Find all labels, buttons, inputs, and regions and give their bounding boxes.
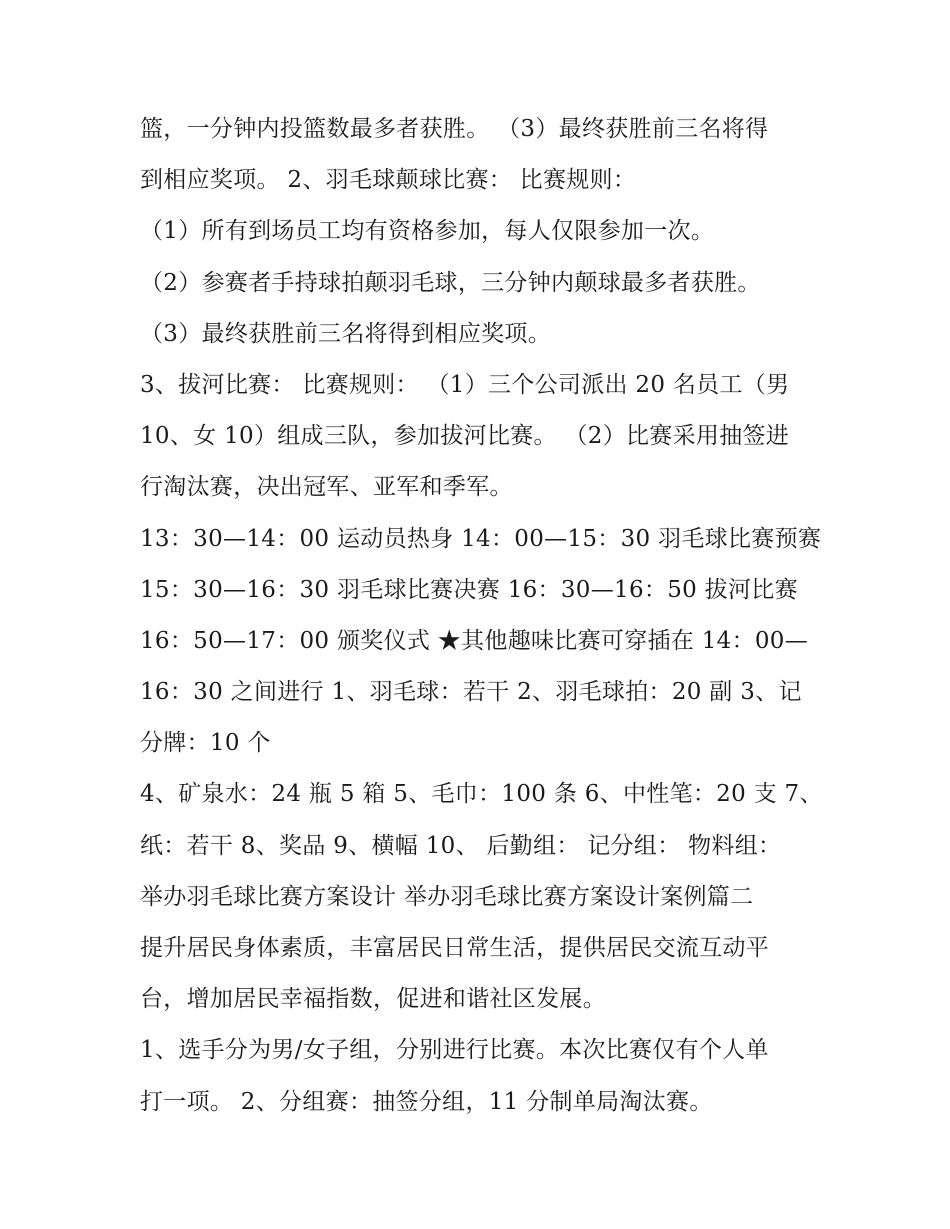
text-line: 到相应奖项。 2、羽毛球颠球比赛： 比赛规则： xyxy=(140,167,637,194)
text-line: 16：50—17：00 颁奖仪式 ★其他趣味比赛可穿插在 14：00— xyxy=(140,627,809,654)
text-line: 打一项。 2、分组赛：抽签分组，11 分制单局淘汰赛。 xyxy=(140,1088,713,1115)
text-line: （1）所有到场员工均有资格参加，每人仅限参加一次。 xyxy=(140,218,715,245)
text-line: 3、拔河比赛： 比赛规则： （1）三个公司派出 20 名员工（男 xyxy=(140,371,790,398)
text-line: （3）最终获胜前三名将得到相应奖项。 xyxy=(140,320,552,347)
text-line: 1、选手分为男/女子组，分别进行比赛。本次比赛仅有个人单 xyxy=(140,1037,769,1064)
text-line: 行淘汰赛，决出冠军、亚军和季军。 xyxy=(140,474,513,501)
text-line: 举办羽毛球比赛方案设计 举办羽毛球比赛方案设计案例篇二 xyxy=(140,883,754,910)
document-body xyxy=(140,104,823,1128)
text-line: 10、女 10）组成三队，参加拔河比赛。 （2）比赛采用抽签进 xyxy=(140,423,790,450)
text-line: 4、矿泉水：24 瓶 5 箱 5、毛巾：100 条 6、中性笔：20 支 7、 xyxy=(140,781,823,808)
text-line: 纸：若干 8、奖品 9、横幅 10、 后勤组： 记分组： 物料组： xyxy=(140,832,782,859)
text-line: 篮，一分钟内投篮数最多者获胜。 （3）最终获胜前三名将得 xyxy=(140,116,769,142)
text-line: 15：30—16：30 羽毛球比赛决赛 16：30—16：50 拔河比赛 xyxy=(140,576,798,603)
text-line: （2）参赛者手持球拍颠羽毛球，三分钟内颠球最多者获胜。 xyxy=(140,269,761,296)
text-line: 13：30—14：00 运动员热身 14：00—15：30 羽毛球比赛预赛 xyxy=(140,525,822,552)
text-line: 16：30 之间进行 1、羽毛球：若干 2、羽毛球拍：20 副 3、记 xyxy=(140,679,802,706)
text-line: 台，增加居民幸福指数，促进和谐社区发展。 xyxy=(140,986,606,1013)
text-line: 提升居民身体素质，丰富居民日常生活，提供居民交流互动平 xyxy=(140,935,770,961)
text-line: 分牌：10 个 xyxy=(140,730,271,757)
